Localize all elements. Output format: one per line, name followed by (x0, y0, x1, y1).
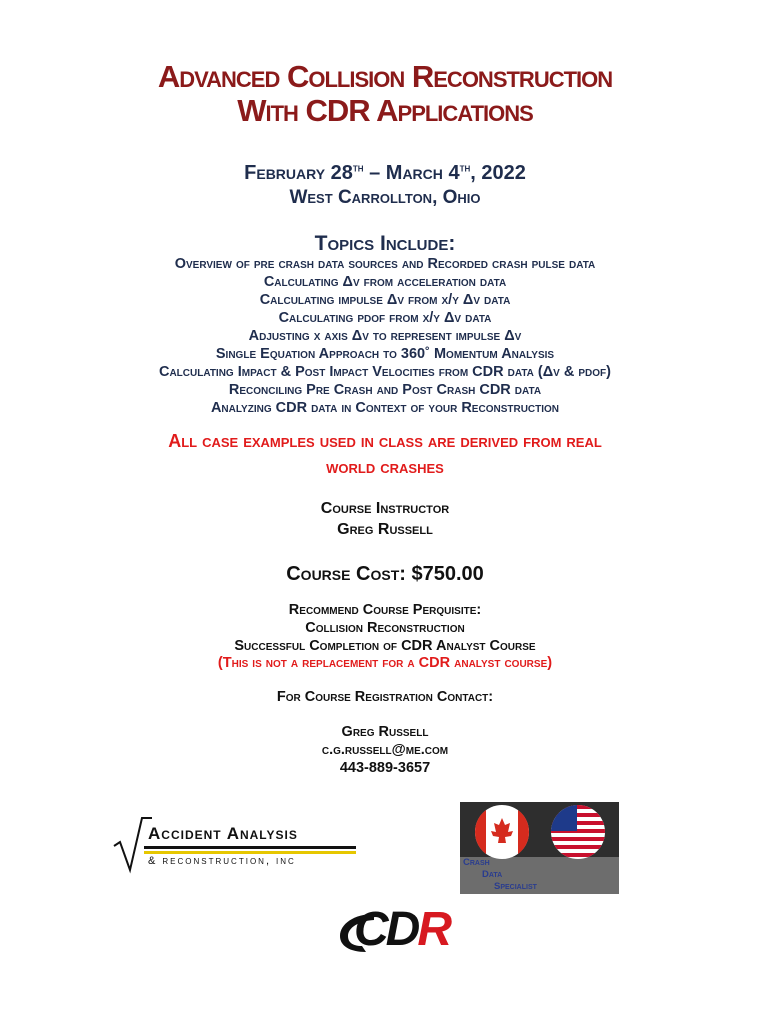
contact-phone[interactable]: 443-889-3657 (339, 760, 431, 776)
logo-company-subtitle: & reconstruction, inc (148, 855, 296, 867)
cdr-logo-text: CDR (354, 903, 449, 956)
topics-list (0, 255, 770, 417)
date-start: February 28 (244, 162, 353, 184)
prerequisite-block (0, 601, 770, 671)
prerequisite-label: Recommend Course Perquisite: (288, 602, 482, 618)
radical-sign-icon (112, 812, 152, 874)
note-line-1: All case examples used in class are derived from real (168, 431, 602, 451)
date-end: – March 4 (363, 162, 460, 184)
contact-email[interactable]: c.g.russell@me.com (321, 742, 449, 758)
logo-rule-black (144, 846, 356, 849)
cdr-logo (336, 903, 476, 956)
crash-data-specialist-logo (460, 802, 619, 894)
note-line-2: world crashes (326, 457, 444, 477)
topic-item: Reconciling Pre Crash and Post Crash CDR data (228, 382, 542, 398)
cds-word-data: Data (482, 869, 503, 880)
cds-word-specialist: Specialist (494, 881, 537, 892)
prerequisite-disclaimer: (This is not a replacement for a CDR analyst course) (217, 655, 553, 671)
event-date (0, 162, 770, 185)
topics-heading: Topics Include: (314, 232, 456, 255)
cds-word-crash: Crash (463, 857, 490, 868)
contact-label: For Course Registration Contact: (276, 689, 494, 705)
course-cost: Course Cost: $750.00 (286, 563, 484, 585)
title-line-1: Advanced Collision Reconstruction (157, 59, 613, 94)
date-year: , 2022 (470, 162, 526, 184)
event-location: West Carrollton, Ohio (289, 187, 481, 208)
logo-company-name: Accident Analysis (148, 824, 298, 843)
page-title (0, 60, 770, 128)
real-crash-note (0, 428, 770, 480)
topic-item: Analyzing CDR data in Context of your Reconstruction (210, 400, 560, 416)
canada-usa-flags-icon (460, 802, 619, 894)
topic-item: Calculating pdof from x/y Δv data (278, 310, 492, 326)
instructor-label: Course Instructor (320, 500, 450, 517)
topic-item: Single Equation Approach to 360˚ Momentum Analysis (215, 346, 555, 362)
prerequisite-item: Collision Reconstruction (305, 620, 465, 636)
contact-block (0, 688, 770, 777)
topic-item: Calculating Δv from acceleration data (263, 274, 507, 290)
accident-analysis-logo (112, 812, 357, 874)
contact-name: Greg Russell (341, 724, 429, 740)
topic-item: Calculating Impact & Post Impact Velocities from CDR data (Δv & pdof) (158, 364, 611, 380)
prerequisite-item: Successful Completion of CDR Analyst Course (234, 638, 536, 654)
instructor-block (0, 498, 770, 540)
date-start-suffix: th (352, 162, 364, 175)
date-end-suffix: th (459, 162, 471, 175)
title-line-2: With CDR Applications (237, 93, 533, 128)
instructor-name: Greg Russell (337, 521, 433, 538)
topic-item: Calculating impulse Δv from x/y Δv data (259, 292, 511, 308)
logo-rule-yellow (144, 851, 356, 854)
topic-item: Adjusting x axis Δv to represent impulse Δv (248, 328, 522, 344)
topic-item: Overview of pre crash data sources and Recorded crash pulse data (174, 256, 596, 272)
